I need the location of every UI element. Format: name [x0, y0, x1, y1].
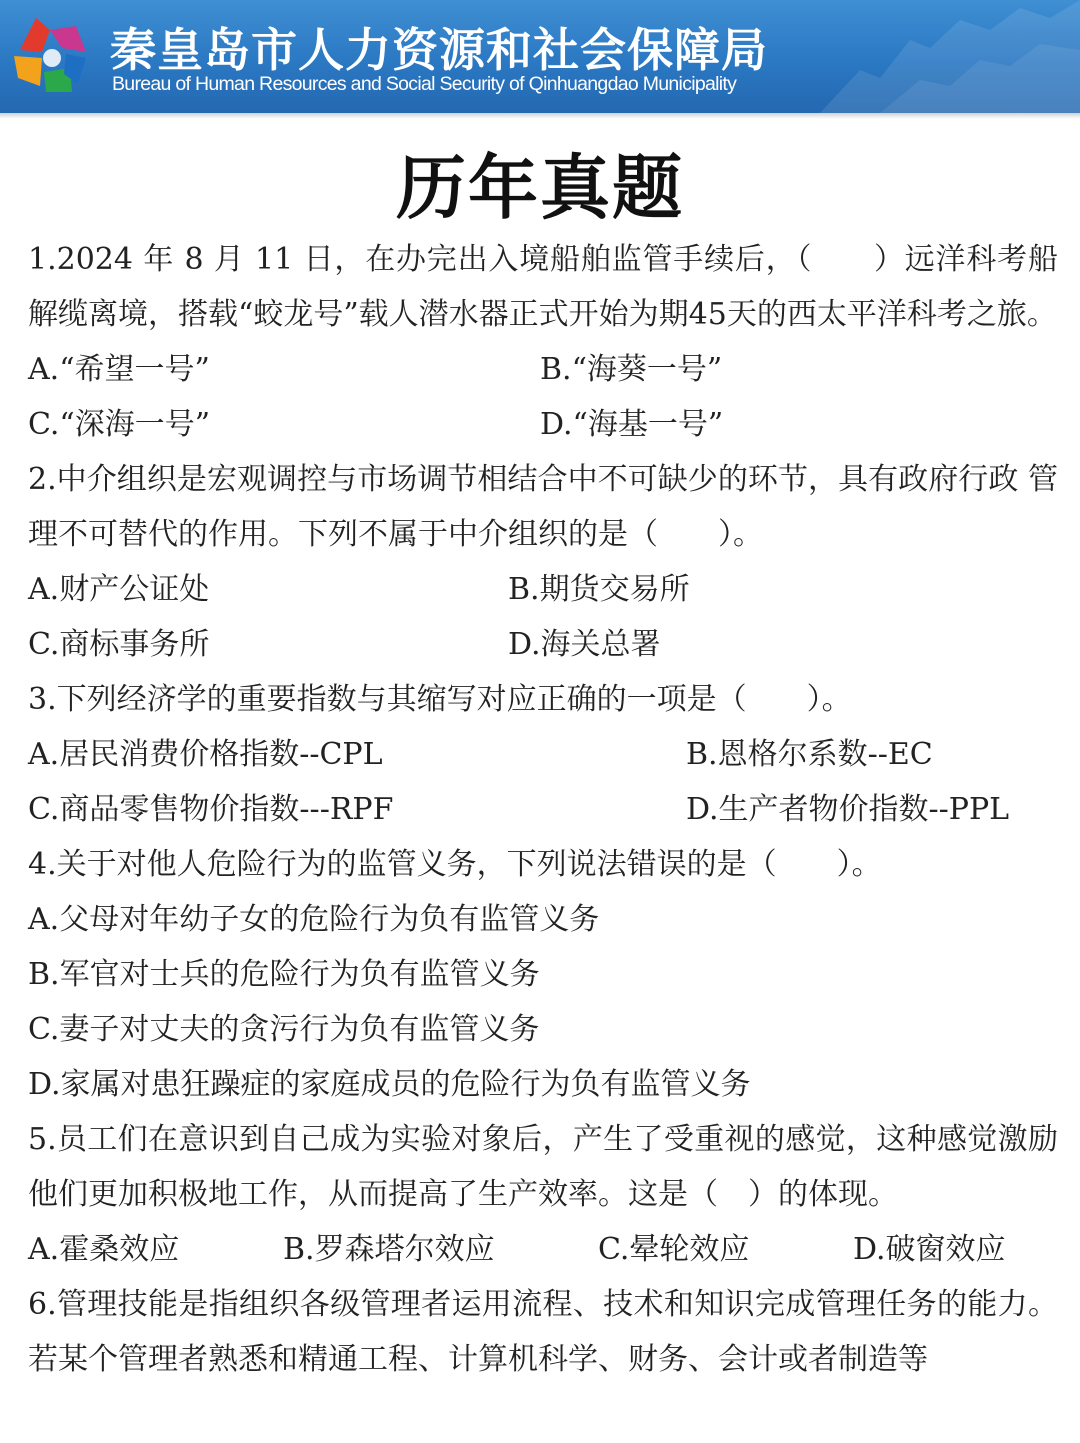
page-title: 历年真题 — [396, 146, 684, 229]
question-5-option-b: B.罗森塔尔效应 — [283, 1232, 495, 1267]
question-2-option-d: D.海关总署 — [508, 627, 661, 662]
question-3-option-d: D.生产者物价指数--PPL — [686, 792, 1010, 827]
question-5-option-d: D.破窗效应 — [853, 1232, 1006, 1267]
question-4-option-b: B.军官对士兵的危险行为负有监管义务 — [28, 957, 540, 992]
question-2-options-row-1 — [28, 562, 1058, 617]
question-1-option-d: D.“海基一号” — [540, 407, 724, 442]
question-2-options-row-2 — [28, 617, 1058, 672]
question-5-options-row — [28, 1222, 1058, 1277]
question-2-option-b: B.期货交易所 — [508, 572, 690, 607]
question-1-options-row-2 — [28, 397, 1058, 452]
question-3-options-row-1 — [28, 727, 1058, 782]
question-1-option-b: B.“海葵一号” — [540, 352, 723, 387]
question-3-option-a: A.居民消费价格指数--CPL — [28, 737, 383, 772]
question-3-options-row-2 — [28, 782, 1058, 837]
question-3-option-c: C.商品零售物价指数---RPF — [28, 792, 394, 827]
question-5-stem: 5.员工们在意识到自己成为实验对象后，产生了受重视的感觉，这种感觉激励他们更加积极地工作，从而提高了生产效率。这是（ ）的体现。 — [28, 1122, 1058, 1212]
question-3-option-b: B.恩格尔系数--EC — [686, 737, 933, 772]
question-1-stem: 1.2024 年 8 月 11 日，在办完出入境船舶监管手续后，（ ）远洋科考船解缆离境，搭载“蛟龙号”载人潜水器正式开始为期45天的西太平洋科考之旅。 — [28, 242, 1058, 332]
question-5-option-a: A.霍桑效应 — [28, 1232, 180, 1267]
question-5-option-c: C.晕轮效应 — [598, 1232, 750, 1267]
org-name-chinese: 秦皇岛市人力资源和社会保障局 — [110, 23, 768, 77]
question-6-stem: 6.管理技能是指组织各级管理者运用流程、技术和知识完成管理任务的能力。 若某个管理者熟悉和精通工程、计算机科学、财务、会计或者制造等 — [28, 1287, 1058, 1377]
org-name-english: Bureau of Human Resources and Social Security of Qinhuangdao Municipality — [112, 73, 737, 95]
header-banner — [0, 0, 1080, 113]
question-4-option-d: D.家属对患狂躁症的家庭成员的危险行为负有监管义务 — [28, 1067, 751, 1102]
question-4-option-c: C.妻子对丈夫的贪污行为负有监管义务 — [28, 1012, 540, 1047]
questions-content — [28, 232, 1058, 1387]
great-wall-decoration-icon — [820, 0, 1080, 113]
question-2-stem: 2.中介组织是宏观调控与市场调节相结合中不可缺少的环节，具有政府行政 管理不可替代的作用。下列不属于中介组织的是（ ）。 — [28, 462, 1058, 552]
bureau-logo-icon — [6, 12, 90, 96]
question-1-options-row-1 — [28, 342, 1058, 397]
question-2-option-a: A.财产公证处 — [28, 572, 210, 607]
question-4-option-a: A.父母对年幼子女的危险行为负有监管义务 — [28, 902, 600, 937]
question-3-stem: 3.下列经济学的重要指数与其缩写对应正确的一项是（ ）。 — [28, 682, 852, 717]
question-2-option-c: C.商标事务所 — [28, 627, 210, 662]
question-1-option-a: A.“希望一号” — [28, 352, 210, 387]
question-4-stem: 4.关于对他人危险行为的监管义务，下列说法错误的是（ ）。 — [28, 847, 882, 882]
question-1-option-c: C.“深海一号” — [28, 407, 211, 442]
banner-shadow — [0, 113, 1080, 119]
